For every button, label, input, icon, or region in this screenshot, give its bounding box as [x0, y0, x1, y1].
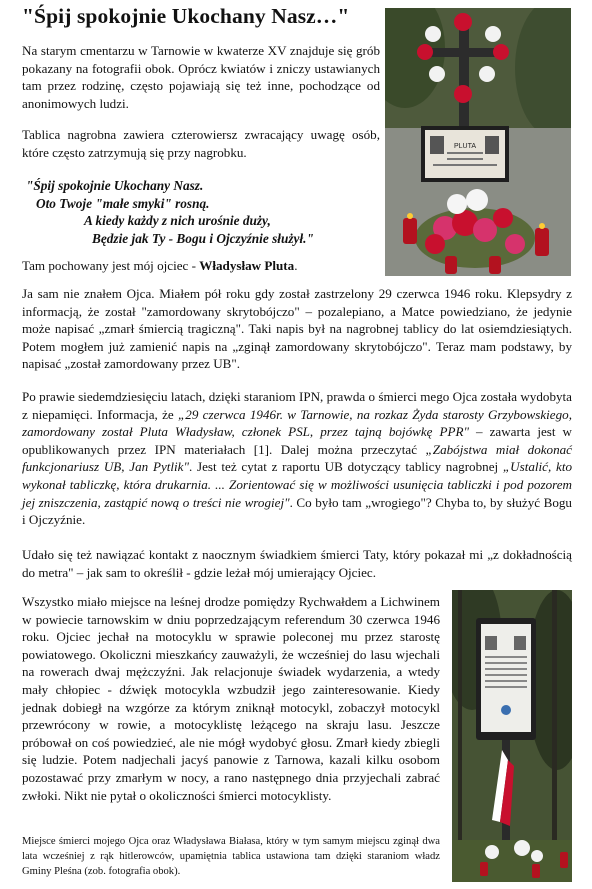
- buried-prefix: Tam pochowany jest mój ojciec -: [22, 258, 200, 273]
- poem-line-2: Oto Twoje "małe smyki" rosną.: [36, 195, 210, 211]
- plaque-text: PLUTA: [453, 143, 477, 150]
- ipn-quote-1: „29 czerwca 1946r. w Tarnowie, na rozkaz Żyda starosty Grzybowskiego, zamordowany został Pluta Władysław, członek PSL, przez tajną bojówkę PPR": [22, 406, 572, 440]
- ipn-quote-3: „Ustalić, kto wykonał tabliczkę, która drukarnia. ... Zorientować się w możliwości usunięcia tabliczki i pod pozorem jej zniszczenia, zastąpić nową o treści nie wrogiej": [22, 459, 573, 510]
- father-paragraph: Ja sam nie znałem Ojca. Miałem pół roku gdy został zastrzelony 29 czerwca 1946 roku. Klepsydry z informacją, że został "zamordowany skrytobójczo" – pozalepiano, a Matce powiedziano, że jedynie może napisać „zmarł śmiercią tragiczną". Taki napis był na nagrobnej tablicy do lat osiemdziesiątych. Potem mogłem już zamienić napis na „zginął zamordowany skrytobójczo". Teraz mam podstawy, by napisać „został zamordowany przez UB".: [22, 286, 572, 372]
- ipn-quote-2: „Zabójstwa miał dokonać funkcjonariusz UB, Jan Pytlik": [22, 441, 572, 475]
- tablet-paragraph: Tablica nagrobna zawiera czterowiersz zwracający uwagę osób, które często zatrzymują się przy nagrobku.: [22, 127, 380, 160]
- poem: [26, 177, 386, 247]
- memorial-photo: [452, 590, 572, 882]
- ipn-paragraph: [22, 388, 572, 529]
- grave-photo: [385, 8, 571, 276]
- page-title: "Śpij spokojnie Ukochany Nasz…": [22, 4, 350, 28]
- ipn-text-a: Po prawie siedemdziesięciu latach, dzięki staraniom IPN, prawda o śmierci mego Ojca została wydobyta z niepamięci. Informacja, że: [22, 389, 572, 422]
- ipn-text-d: . Co było tam „wrogiego"? Chyba to, by służyć Bogu i Ojczyźnie.: [22, 494, 572, 528]
- event-paragraph: Wszystko miało miejsce na leśnej drodze pomiędzy Rychwałdem a Lichwinem w powiecie tarnowskim w dniu poprzedzającym referendum 30 czerwca 1946 roku. Ojciec jechał na motocyklu w sprawie poleconej mu przez starostę powiatowego. Okoliczni mieszkańcy zauważyli, że wcześniej do lasu wjechali na rowerach dwaj mężczyźni. Jak relacjonuje świadek wydarzenia, a wtedy mały chłopiec - dźwięk motocykla wzbudził jego zainteresowanie. Kiedy jednak dobiegł na wzgórze za którym zniknął motocykl, zobaczył motocykl przewrócony w rowie, a motocyklistę leżącego na skraju lasu. Jeszcze próbował on coś powiedzieć, ale nie mógł wydobyć głosu. Zmarł kiedy zbiegli się ludzie. Potem nadjechali jacyś panowie z Tarnowa, kazali kilku osobom pozostawać przy zmarłym w nocy, a rano następnego dnia przyjechali zabrać zwłoki. Nikt nie pytał o okoliczności śmierci motocyklisty.: [22, 594, 440, 803]
- poem-line-3: A kiedy każdy z nich urośnie duży,: [84, 213, 271, 229]
- buried-name: Władysław Pluta: [199, 258, 295, 273]
- witness-paragraph: Udało się też nawiązać kontakt z naocznym świadkiem śmierci Taty, który pokazał mi „z dokładnością do metra" – jak sam to określił - gdzie leżał mój umierający Ojciec.: [22, 547, 572, 580]
- intro-paragraph: Na starym cmentarzu w Tarnowie w kwaterze XV znajduje się grób pokazany na fotografii obok. Oprócz kwiatów i zniczy ustawianych tam przez rodzinę, często pojawiają się też inne, pochodzące od anonimowych ludzi.: [22, 43, 380, 111]
- photo-caption: Miejsce śmierci mojego Ojca oraz Władysława Białasa, który w tym samym miejscu zginął dwa lata wcześniej z rąk hitlerowców, upamiętnia tablica ustawiona tam dzięki staraniom władz Gminy Pleśna (zob. fotografia obok).: [22, 836, 440, 877]
- poem-line-4: Będzie jak Ty - Bogu i Ojczyźnie służył.": [92, 230, 314, 246]
- ipn-text-c: . Jest też cytat z raportu UB dotyczący tablicy nagrobnej: [189, 459, 503, 475]
- buried-paragraph: [22, 257, 380, 275]
- ipn-text-b: – zawarta jest w opublikowanych przez IPN materiałach [1]. Dalej można przeczytać: [22, 424, 572, 457]
- poem-line-1: "Śpij spokojnie Ukochany Nasz.: [26, 178, 204, 193]
- buried-suffix: .: [294, 258, 298, 273]
